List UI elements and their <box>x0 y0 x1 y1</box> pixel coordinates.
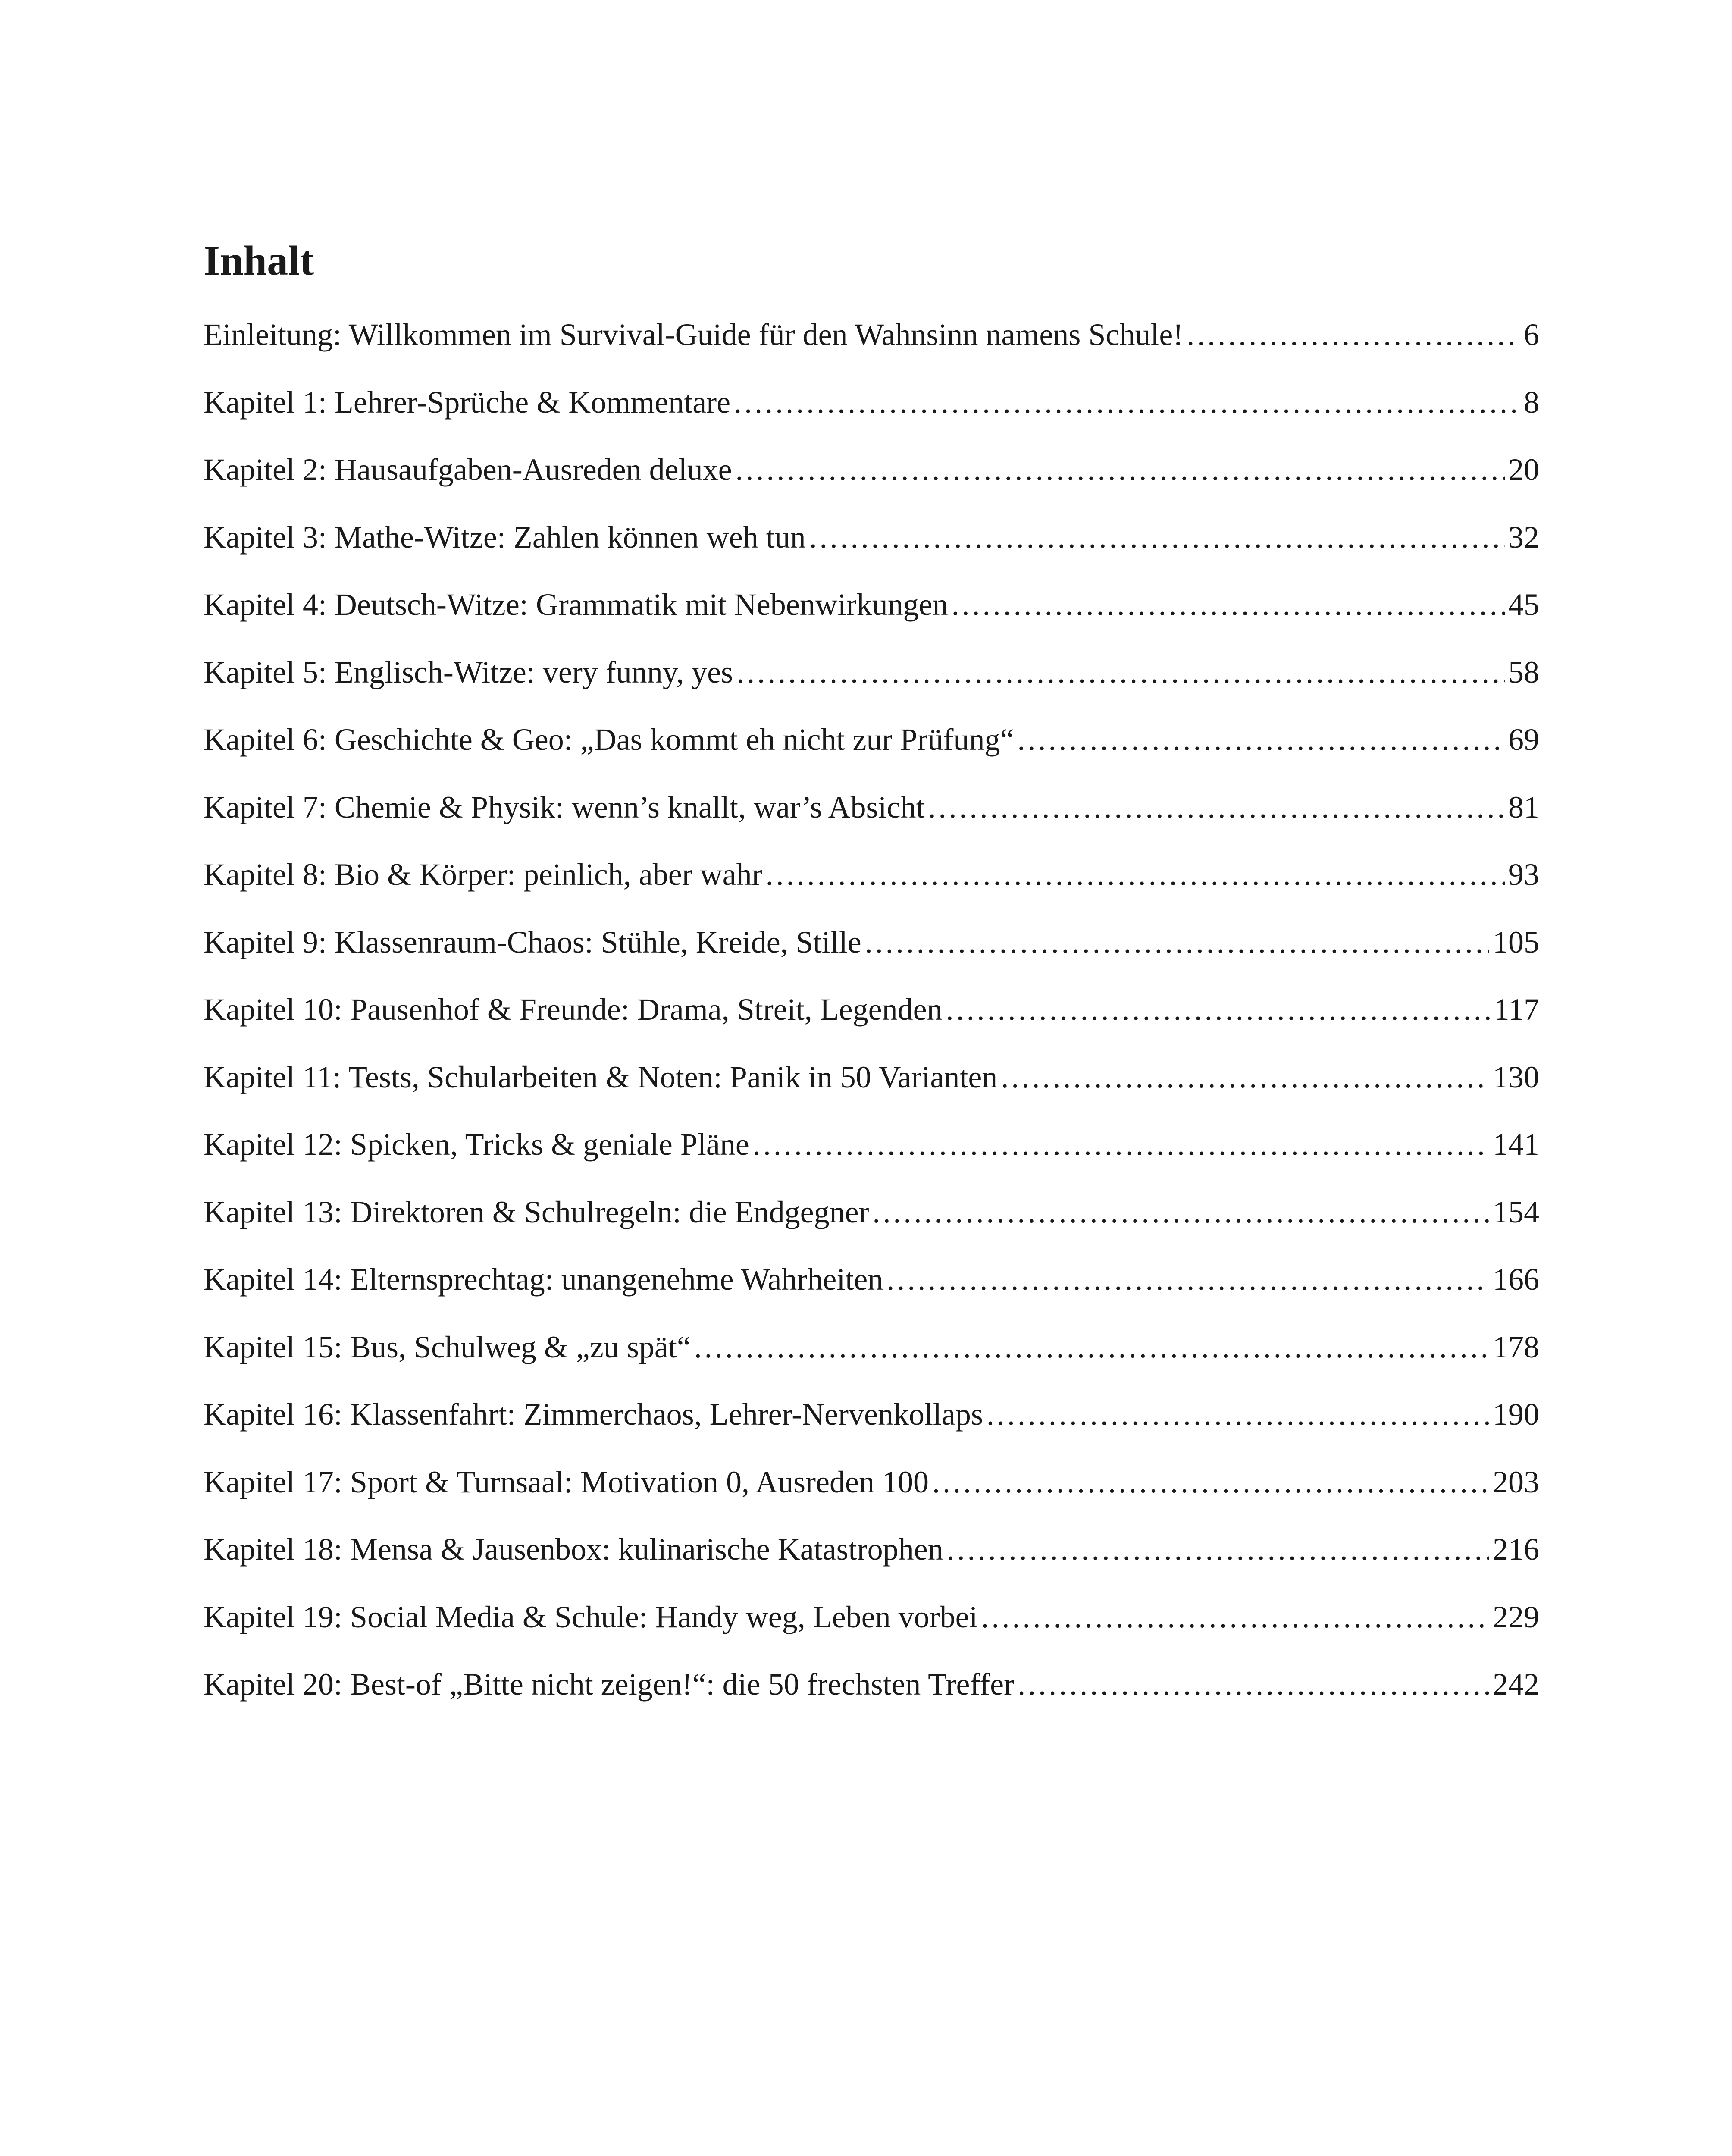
toc-entry[interactable] <box>204 1516 1539 1583</box>
dot-leader <box>1187 301 1520 369</box>
toc-entry-page-number: 242 <box>1493 1667 1539 1702</box>
toc-heading: Inhalt <box>204 238 314 284</box>
toc-entry-page-number: 105 <box>1493 924 1539 959</box>
dot-leader <box>1018 1651 1489 1718</box>
dot-leader <box>952 571 1505 639</box>
dot-leader <box>1018 706 1505 774</box>
toc-entry[interactable] <box>204 1044 1539 1111</box>
toc-entry-page-number: 58 <box>1508 655 1539 689</box>
dot-leader <box>766 841 1505 909</box>
toc-entry-title: Kapitel 8: Bio & Körper: peinlich, aber wahr <box>204 857 762 892</box>
toc-entry-title: Kapitel 14: Elternsprechtag: unangenehme Wahrheiten <box>204 1262 883 1297</box>
toc-entry[interactable] <box>204 504 1539 571</box>
toc-entry-page-number: 216 <box>1493 1532 1539 1567</box>
toc-entry-title: Einleitung: Willkommen im Survival-Guide für den Wahnsinn namens Schule! <box>204 317 1184 352</box>
dot-leader <box>987 1381 1489 1448</box>
toc-entry-title: Kapitel 6: Geschichte & Geo: „Das kommt eh nicht zur Prüfung“ <box>204 722 1014 757</box>
toc-entry[interactable] <box>204 571 1539 639</box>
toc-entry[interactable] <box>204 774 1539 841</box>
toc-entry[interactable] <box>204 976 1539 1044</box>
dot-leader <box>694 1313 1489 1381</box>
toc-entry-page-number: 93 <box>1508 857 1539 892</box>
toc-entry-page-number: 69 <box>1508 722 1539 757</box>
toc-entry-title: Kapitel 20: Best-of „Bitte nicht zeigen!“: die 50 frechsten Treffer <box>204 1667 1015 1702</box>
dot-leader <box>736 639 1505 706</box>
toc-entry-title: Kapitel 18: Mensa & Jausenbox: kulinarische Katastrophen <box>204 1532 943 1567</box>
toc-entry[interactable] <box>204 301 1539 369</box>
toc-entry-page-number: 45 <box>1508 587 1539 622</box>
toc-entry-title: Kapitel 2: Hausaufgaben-Ausreden deluxe <box>204 452 732 487</box>
toc-entry[interactable] <box>204 1448 1539 1516</box>
dot-leader <box>932 1448 1489 1516</box>
dot-leader <box>928 774 1505 841</box>
dot-leader <box>981 1583 1489 1651</box>
toc-entry-title: Kapitel 19: Social Media & Schule: Handy weg, Leben vorbei <box>204 1599 978 1634</box>
toc-entry-title: Kapitel 12: Spicken, Tricks & geniale Pläne <box>204 1127 749 1162</box>
toc-entry-page-number: 6 <box>1524 317 1539 352</box>
toc-entry-page-number: 8 <box>1524 385 1539 420</box>
toc-entry-title: Kapitel 7: Chemie & Physik: wenn’s knallt, war’s Absicht <box>204 790 925 824</box>
toc-entry[interactable] <box>204 909 1539 976</box>
dot-leader <box>946 976 1491 1044</box>
toc-entry[interactable] <box>204 369 1539 436</box>
toc-entry-page-number: 117 <box>1494 992 1539 1027</box>
toc-entry[interactable] <box>204 1246 1539 1313</box>
toc-entry-title: Kapitel 16: Klassenfahrt: Zimmerchaos, Lehrer-Nervenkollaps <box>204 1397 983 1432</box>
toc-entry-page-number: 229 <box>1493 1599 1539 1634</box>
toc-entry[interactable] <box>204 436 1539 504</box>
toc-entry-title: Kapitel 11: Tests, Schularbeiten & Noten: Panik in 50 Varianten <box>204 1059 998 1094</box>
toc-entry-page-number: 178 <box>1493 1329 1539 1364</box>
toc-entry[interactable] <box>204 706 1539 774</box>
dot-leader <box>1001 1044 1489 1111</box>
dot-leader <box>865 909 1489 976</box>
toc-entry-page-number: 190 <box>1493 1397 1539 1432</box>
toc-entry-page-number: 141 <box>1493 1127 1539 1162</box>
table-of-contents <box>204 233 1539 1718</box>
toc-entry-page-number: 81 <box>1508 790 1539 824</box>
toc-entry-title: Kapitel 4: Deutsch-Witze: Grammatik mit Nebenwirkungen <box>204 587 948 622</box>
toc-entry[interactable] <box>204 1111 1539 1178</box>
dot-leader <box>886 1246 1489 1313</box>
toc-entry[interactable] <box>204 1178 1539 1246</box>
toc-entry-title: Kapitel 10: Pausenhof & Freunde: Drama, Streit, Legenden <box>204 992 943 1027</box>
toc-entry[interactable] <box>204 1381 1539 1448</box>
toc-entry-page-number: 154 <box>1493 1194 1539 1229</box>
toc-entry[interactable] <box>204 841 1539 909</box>
toc-list <box>204 301 1539 1718</box>
toc-entry[interactable] <box>204 639 1539 706</box>
toc-entry[interactable] <box>204 1583 1539 1651</box>
toc-entry-title: Kapitel 17: Sport & Turnsaal: Motivation 0, Ausreden 100 <box>204 1464 929 1499</box>
toc-entry-title: Kapitel 13: Direktoren & Schulregeln: die Endgegner <box>204 1194 869 1229</box>
toc-entry[interactable] <box>204 1313 1539 1381</box>
toc-entry-page-number: 32 <box>1508 520 1539 555</box>
toc-entry-page-number: 203 <box>1493 1464 1539 1499</box>
dot-leader <box>734 369 1520 436</box>
toc-entry-page-number: 166 <box>1493 1262 1539 1297</box>
toc-entry-page-number: 130 <box>1493 1059 1539 1094</box>
toc-entry-title: Kapitel 5: Englisch-Witze: very funny, yes <box>204 655 733 689</box>
dot-leader <box>873 1178 1489 1246</box>
toc-entry-title: Kapitel 1: Lehrer-Sprüche & Kommentare <box>204 385 731 420</box>
dot-leader <box>736 436 1505 504</box>
toc-entry-page-number: 20 <box>1508 452 1539 487</box>
dot-leader <box>809 504 1505 571</box>
toc-entry[interactable] <box>204 1651 1539 1718</box>
dot-leader <box>947 1516 1489 1583</box>
toc-entry-title: Kapitel 15: Bus, Schulweg & „zu spät“ <box>204 1329 691 1364</box>
dot-leader <box>753 1111 1489 1178</box>
toc-entry-title: Kapitel 3: Mathe-Witze: Zahlen können weh tun <box>204 520 806 555</box>
toc-entry-title: Kapitel 9: Klassenraum-Chaos: Stühle, Kreide, Stille <box>204 924 861 959</box>
